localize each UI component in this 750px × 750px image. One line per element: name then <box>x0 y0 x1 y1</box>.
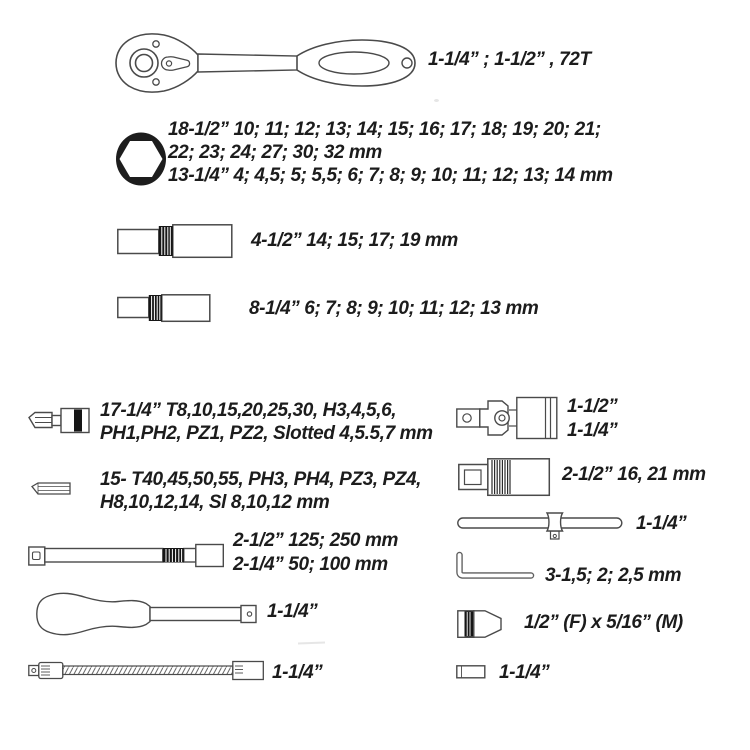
sliding-t-bar-drawing <box>457 510 623 540</box>
extension-bar-drawing <box>28 543 224 568</box>
flexible-extension-drawing <box>28 659 264 682</box>
hex-sockets-line-3: 13-1/4” 4; 4,5; 5; 5,5; 6; 7; 8; 9; 10; 11; 12; 13; 14 mm <box>168 165 613 186</box>
hex-sockets-label <box>168 118 613 187</box>
spark-plug-socket-long-drawing <box>117 224 233 258</box>
print-artifact <box>434 99 439 102</box>
spark-plug-socket-label: 2-1/2” 16, 21 mm <box>562 464 706 485</box>
extension-line-1: 2-1/2” 125; 250 mm <box>233 530 398 551</box>
sliding-t-bar-label: 1-1/4” <box>636 513 687 534</box>
bit-socket-label <box>100 399 433 445</box>
spark-plug-socket-drawing <box>458 458 550 496</box>
adapter-label: 1/2” (F) x 5/16” (M) <box>524 612 683 633</box>
small-socket-drawing <box>456 665 486 679</box>
adapter-drawing <box>457 610 505 638</box>
spark-plug-socket-long-label: 4-1/2” 14; 15; 17; 19 mm <box>251 230 458 251</box>
extension-bars-label <box>233 529 398 577</box>
universal-joint-drawing <box>456 396 561 440</box>
deep-socket-label: 8-1/4” 6; 7; 8; 9; 10; 11; 12; 13 mm <box>249 298 539 319</box>
hex-key-label: 3-1,5; 2; 2,5 mm <box>545 565 682 586</box>
bits-line-2: H8,10,12,14, Sl 8,10,12 mm <box>100 492 330 513</box>
hex-key-drawing <box>455 551 535 581</box>
bit-socket-drawing <box>28 407 90 434</box>
universal-joint-line-2: 1-1/4” <box>567 420 618 441</box>
universal-joint-line-1: 1-1/2” <box>567 396 618 417</box>
bit-socket-line-2: PH1,PH2, PZ1, PZ2, Slotted 4,5.5,7 mm <box>100 423 433 444</box>
universal-joint-label <box>567 395 617 443</box>
spinner-handle-label: 1-1/4” <box>267 601 318 622</box>
bits-label <box>100 468 421 514</box>
bits-line-1: 15- T40,45,50,55, PH3, PH4, PZ3, PZ4, <box>100 469 422 490</box>
spinner-handle-drawing <box>36 594 258 634</box>
print-artifact <box>298 642 325 645</box>
hex-socket-drawing <box>115 131 167 187</box>
hex-sockets-line-2: 22; 23; 24; 27; 30; 32 mm <box>168 142 382 163</box>
deep-socket-drawing <box>117 294 211 322</box>
bits-drawing <box>31 482 71 495</box>
small-socket-label: 1-1/4” <box>499 662 550 683</box>
bit-socket-line-1: 17-1/4” T8,10,15,20,25,30, H3,4,5,6, <box>100 400 397 421</box>
flexible-extension-label: 1-1/4” <box>272 662 323 683</box>
ratchet-drawing <box>112 32 422 94</box>
hex-sockets-line-1: 18-1/2” 10; 11; 12; 13; 14; 15; 16; 17; 18; 19; 20; 21; <box>168 119 601 140</box>
extension-line-2: 2-1/4” 50; 100 mm <box>233 554 388 575</box>
ratchet-label: 1-1/4” ; 1-1/2” , 72T <box>428 49 591 70</box>
